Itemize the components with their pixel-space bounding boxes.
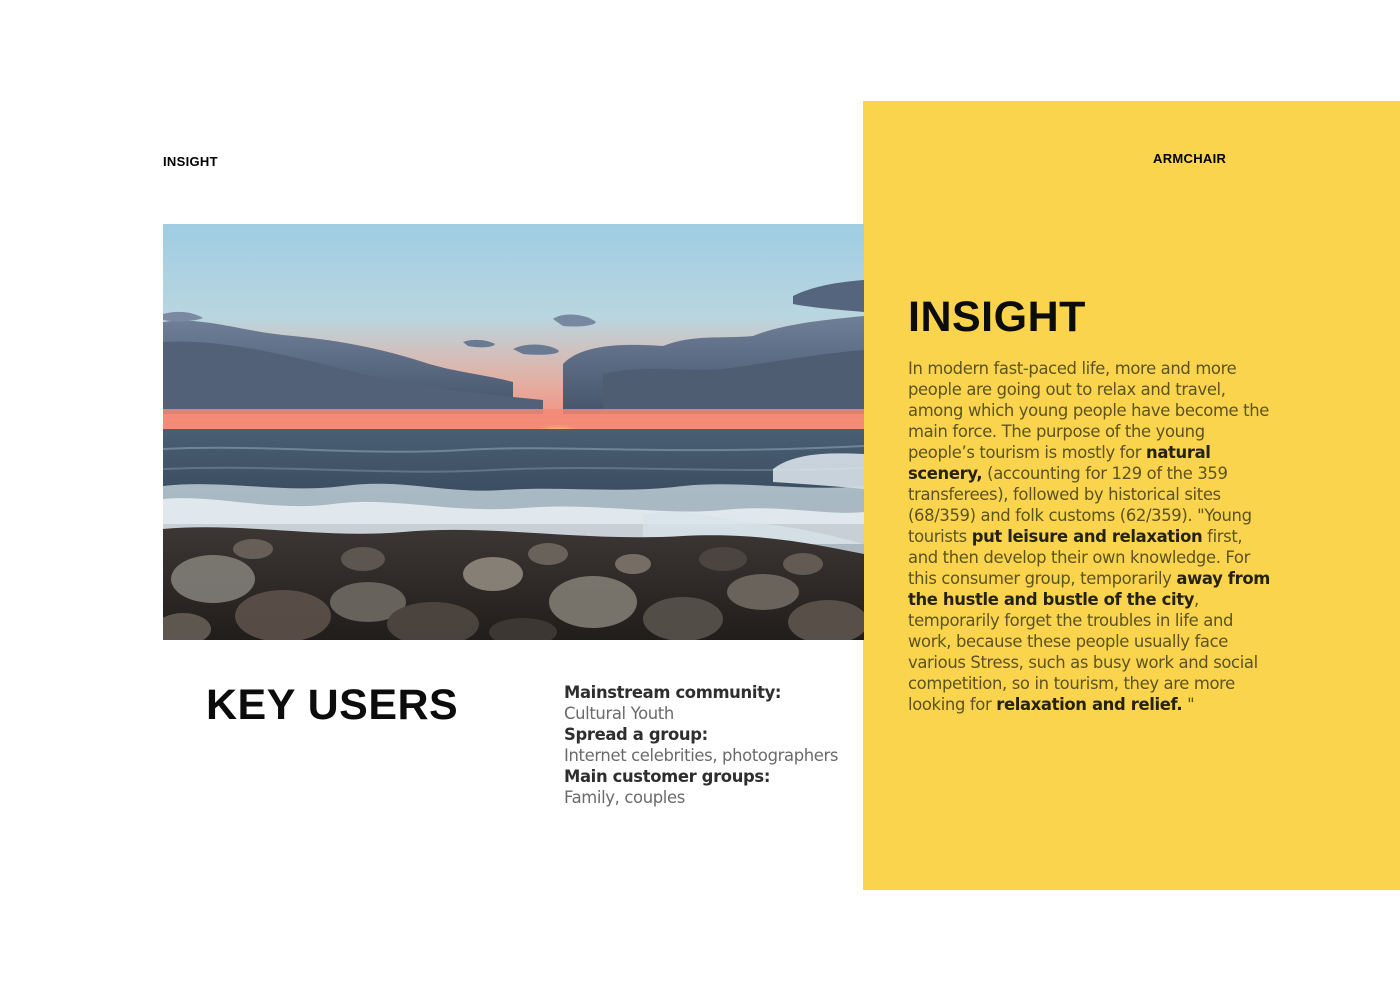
key-users-title: KEY USERS (206, 681, 459, 729)
group-value: Internet celebrities, photographers (564, 746, 839, 765)
insight-highlight-4: relaxation and relief. (996, 695, 1183, 714)
insight-text-2: (accounting for 129 of the 359 transferees), followed by historical sites (68/359) and folk customs (62/359). "Young tourists (908, 464, 1252, 546)
insight-body (908, 358, 1273, 715)
group-value: Family, couples (564, 788, 685, 807)
insight-text-4: , temporarily forget the troubles in life and work, because these people usually face various Stress, such as busy work and social competition, so in tourism, they are more looking for (908, 590, 1258, 714)
insight-highlight-3: away from the hustle and bustle of the city (908, 569, 1270, 609)
group-label: Spread a group: (564, 725, 708, 744)
group-label: Mainstream community: (564, 683, 782, 702)
insight-highlight-2: put leisure and relaxation (971, 527, 1203, 546)
insight-text-5: " (1182, 695, 1195, 714)
beach-sunset-photo (163, 224, 864, 640)
key-users-list (564, 682, 864, 808)
group-value: Cultural Youth (564, 704, 674, 723)
insight-title: INSIGHT (908, 293, 1086, 341)
insight-text-1: In modern fast-paced life, more and more people are going out to relax and travel, among which young people have become the main force. The purpose of the young people’s tourism is mostly for (908, 359, 1270, 462)
group-label: Main customer groups: (564, 767, 771, 786)
header-right-label: ARMCHAIR (1153, 151, 1227, 166)
insight-highlight-1: natural scenery, (908, 443, 1211, 483)
insight-text-3: first, and then develop their own knowledge. For this consumer group, temporarily (908, 527, 1250, 588)
header-left-label: INSIGHT (163, 154, 218, 169)
